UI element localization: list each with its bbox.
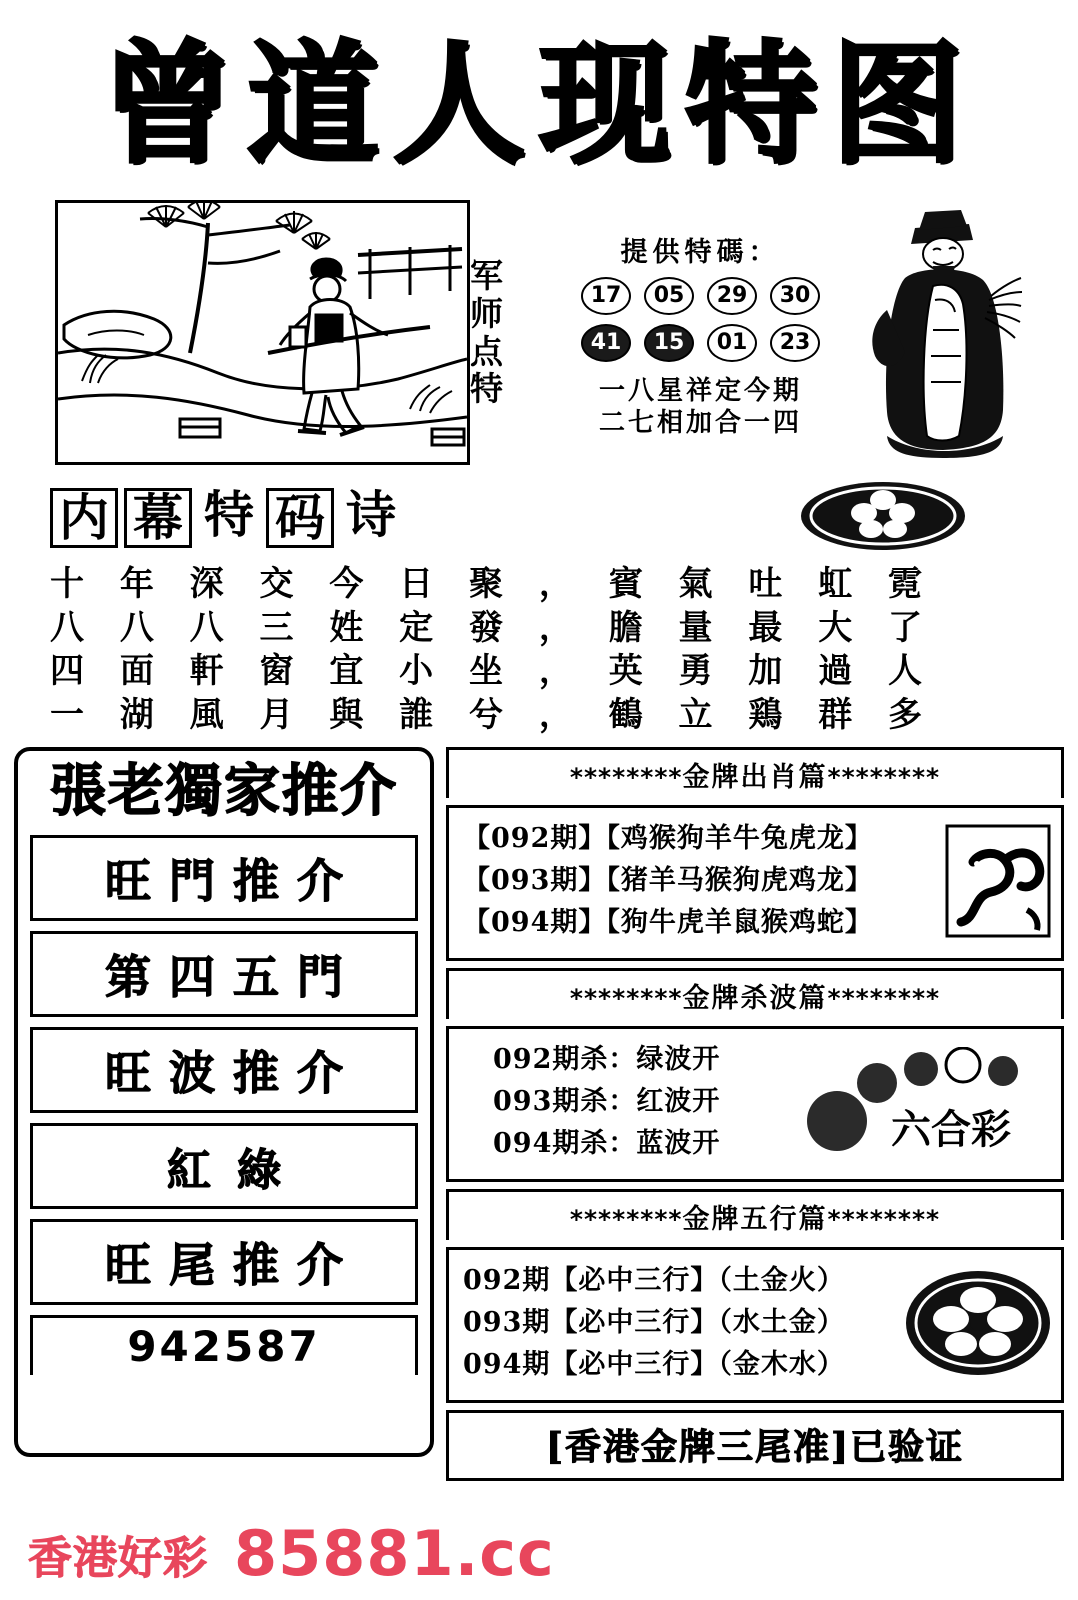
couplet-line-1: 一八星祥定今期 <box>598 375 802 406</box>
stars-prefix: ******** <box>569 1205 683 1235</box>
codes-heading: 提供特碼： <box>620 236 781 268</box>
zodiac-row: 【093期】【猪羊马猴狗虎鸡龙】 <box>463 864 873 896</box>
zodiac-row: 【094期】【狗牛虎羊鼠猴鸡蛇】 <box>463 906 873 938</box>
robed-man-icon <box>863 200 1023 459</box>
code-ball: 29 <box>707 277 757 315</box>
recommendation-cell: 旺尾推介 <box>30 1219 418 1305</box>
section-title: 金牌五行篇 <box>682 1204 828 1236</box>
top-band <box>0 200 1078 465</box>
code-ball: 23 <box>770 324 820 362</box>
stars-suffix: ******** <box>827 763 941 793</box>
poem-line: 十 年 深 交 今 日 聚 ， 賓 氣 吐 虹 霓 <box>50 564 935 604</box>
code-ball: 05 <box>644 277 694 315</box>
poem-line: 八 八 八 三 姓 定 發 ， 膽 量 最 大 了 <box>50 607 935 648</box>
flower-seal-icon <box>903 1267 1053 1383</box>
taoist-figure-illustration <box>863 200 1023 465</box>
poem-title-char: 特 <box>204 485 254 544</box>
special-codes-panel <box>538 200 863 465</box>
golden-sections-panel <box>446 747 1064 1469</box>
wave-block-body <box>449 1029 1061 1179</box>
zodiac-row: 【092期】【鸡猴狗羊牛兔虎龙】 <box>463 823 873 855</box>
snake-icon <box>943 822 1053 944</box>
poem-title-char: 幕 <box>124 488 192 548</box>
illustration-panel <box>55 200 470 465</box>
recommendation-cell: 第四五門 <box>30 931 418 1017</box>
wave-row: 094期杀：蓝波开 <box>493 1127 721 1159</box>
poem-title-char: 诗 <box>346 485 396 544</box>
flower-seal-icon <box>798 479 968 557</box>
wuxing-block <box>446 1247 1064 1403</box>
side-label <box>470 200 538 465</box>
poem-title-char: 内 <box>50 488 118 548</box>
poem-section <box>0 465 1078 737</box>
zodiac-block <box>446 805 1064 961</box>
couplet-line-2: 二七相加合一四 <box>598 408 802 438</box>
section-header-wuxing <box>446 1189 1064 1240</box>
code-ball: 30 <box>770 277 820 315</box>
code-ball: 15 <box>644 324 694 362</box>
masthead <box>0 0 1078 200</box>
recommendation-cell: 旺門推介 <box>30 835 418 921</box>
section-title: 金牌杀波篇 <box>682 983 828 1015</box>
wave-block <box>446 1026 1064 1182</box>
watermark-url: 85881.cc <box>234 1517 555 1590</box>
code-ball-row-1 <box>581 277 820 315</box>
code-ball-row-2 <box>581 324 820 362</box>
recommendation-cell: 紅綠 <box>30 1123 418 1209</box>
stars-prefix: ******** <box>569 984 683 1014</box>
wave-row: 093期杀：红波开 <box>493 1085 721 1117</box>
section-header-zodiac <box>446 747 1064 798</box>
left-panel-title: 張老獨家推介 <box>50 758 398 825</box>
poem-body <box>50 563 1028 737</box>
stars-suffix: ******** <box>827 984 941 1014</box>
couplet <box>599 375 802 440</box>
stars-prefix: ******** <box>569 763 683 793</box>
poem-line: 一 湖 風 月 與 誰 兮 ， 鶴 立 鶏 群 多 <box>50 694 935 735</box>
watermark <box>0 1517 1078 1590</box>
side-label-text: 军师点特 <box>470 255 505 409</box>
recommendation-cell: 旺波推介 <box>30 1027 418 1113</box>
poem-title <box>50 485 402 548</box>
left-panel-footer-code: 942587 <box>30 1315 418 1375</box>
section-title: 金牌出肖篇 <box>682 762 828 794</box>
lower-content <box>0 737 1078 1469</box>
section-header-wave <box>446 968 1064 1019</box>
wuxing-block-body <box>449 1250 1061 1400</box>
wuxing-row: 092期【必中三行】（土金火） <box>463 1265 845 1297</box>
code-ball: 41 <box>581 324 631 362</box>
zodiac-block-body <box>449 808 1061 958</box>
code-ball: 17 <box>581 277 631 315</box>
poem-header <box>50 479 1028 557</box>
zhanglao-recommendation-panel <box>14 747 434 1457</box>
page-title: 曾道人现特图 <box>101 27 977 182</box>
lottery-balls-icon <box>803 1047 1053 1161</box>
verified-claim: [香港金牌三尾准]已验证 <box>446 1410 1064 1481</box>
poem-line: 四 面 軒 窗 宜 小 坐 ， 英 勇 加 過 人 <box>50 651 935 692</box>
watermark-brand: 香港好彩 <box>28 1532 208 1584</box>
poem-title-char: 码 <box>266 488 334 548</box>
wuxing-row: 093期【必中三行】（水土金） <box>463 1306 845 1338</box>
stars-suffix: ******** <box>827 1205 941 1235</box>
wuxing-row: 094期【必中三行】（金木水） <box>463 1348 845 1380</box>
scholar-scene-illustration <box>58 203 467 462</box>
code-ball: 01 <box>707 324 757 362</box>
wave-row: 092期杀：绿波开 <box>493 1044 721 1076</box>
svg-text:六合彩: 六合彩 <box>891 1106 1011 1154</box>
